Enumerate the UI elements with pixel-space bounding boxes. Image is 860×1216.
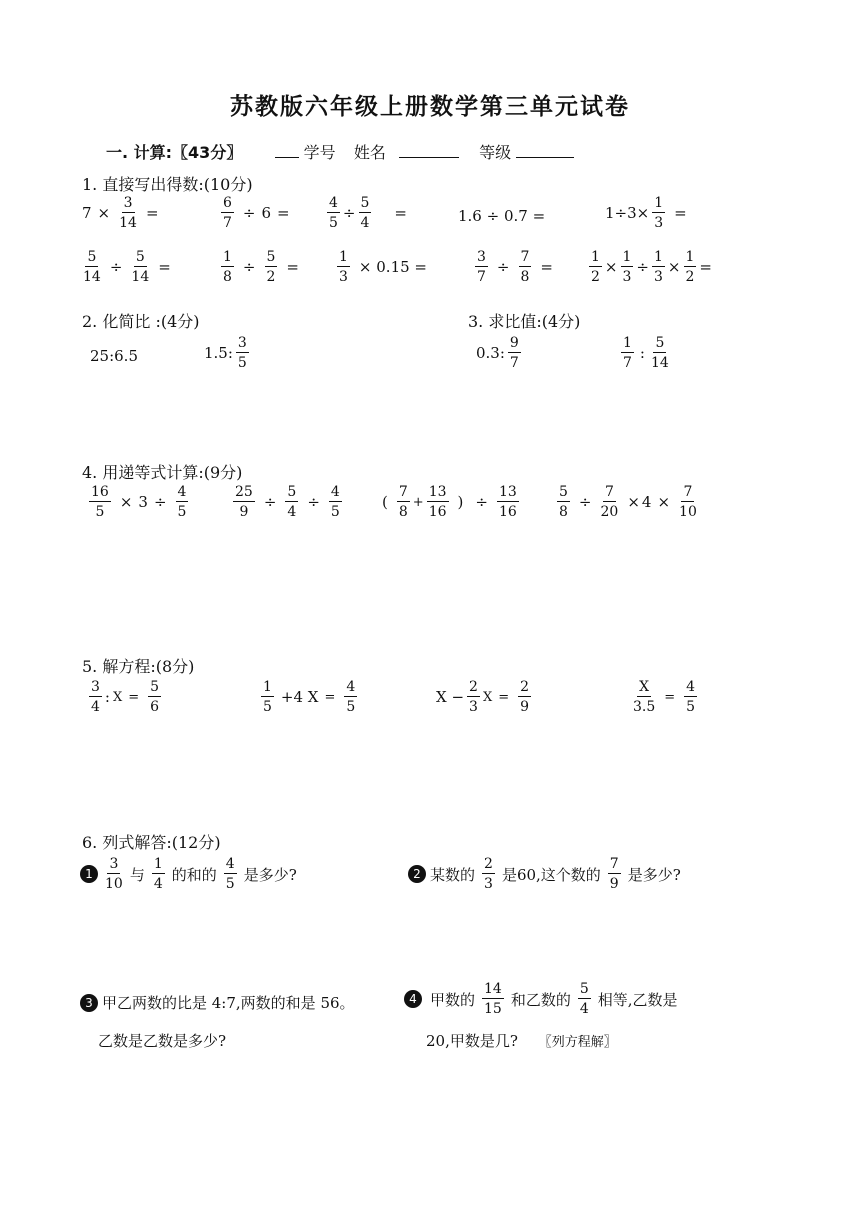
fraction	[285, 485, 298, 519]
denominator: 15	[484, 1001, 502, 1017]
fraction	[601, 485, 619, 519]
number-marker: 3	[80, 994, 98, 1012]
numerator: 5	[87, 249, 97, 265]
section-3-heading: 3. 求比值:(4分)	[468, 312, 581, 331]
section-4-heading: 4. 用递等式计算:(9分)	[82, 463, 243, 482]
fraction	[397, 485, 410, 519]
numerator: 3	[109, 856, 119, 872]
fraction	[482, 857, 495, 891]
numerator: 5	[559, 484, 568, 500]
equals-sign: =	[699, 258, 712, 276]
denominator: 5	[237, 355, 247, 371]
denominator: 5	[686, 699, 696, 715]
denominator: 5	[95, 504, 105, 520]
fraction	[344, 680, 357, 714]
fraction	[148, 680, 161, 714]
numerator: 1	[622, 249, 632, 265]
fraction	[589, 250, 602, 284]
q1-2	[218, 196, 296, 230]
divide-sign: ÷	[342, 204, 356, 222]
denominator: 2	[685, 269, 695, 285]
fraction	[621, 336, 634, 370]
denominator: 5	[329, 215, 338, 231]
exam-header	[106, 140, 574, 163]
fraction	[679, 485, 697, 519]
numerator: 1	[654, 249, 663, 265]
numerator: 14	[484, 981, 502, 997]
equals-sign: =	[158, 258, 171, 276]
q2-2	[204, 336, 252, 370]
fraction	[83, 250, 101, 284]
numerator: 4	[225, 856, 235, 872]
expression-text: 1÷3×	[605, 204, 650, 222]
divide-sign: ÷	[109, 258, 123, 276]
denominator: 5	[346, 699, 356, 715]
denominator: 7	[623, 355, 632, 371]
left-paren: (	[382, 493, 388, 511]
denominator: 9	[520, 699, 530, 715]
number: 3	[138, 493, 148, 511]
equals-sign: =	[145, 204, 159, 222]
number-marker: 2	[408, 865, 426, 883]
numerator: 5	[579, 981, 589, 997]
fraction	[176, 485, 189, 519]
denominator: 3	[484, 876, 493, 892]
numerator: 3	[123, 195, 133, 211]
denominator: 8	[520, 269, 530, 285]
fraction	[508, 336, 521, 370]
q4-3	[376, 485, 522, 519]
expression-text: X −	[436, 688, 465, 706]
equals-sign: =	[664, 689, 676, 705]
fraction	[265, 250, 278, 284]
denominator: 2	[591, 269, 600, 285]
q6-4	[404, 982, 678, 1016]
q1-10	[586, 250, 712, 284]
q6-1	[80, 857, 297, 891]
numerator: 13	[428, 484, 447, 500]
numerator: 5	[135, 249, 145, 265]
numerator: 5	[266, 249, 276, 265]
problem-text: 是多少?	[243, 865, 297, 884]
q1-6	[80, 250, 177, 284]
q6-2	[408, 857, 681, 891]
fraction	[359, 196, 372, 230]
denominator: 14	[119, 215, 137, 231]
denominator: 5	[330, 504, 340, 520]
fraction	[557, 485, 570, 519]
denominator: 10	[105, 876, 123, 892]
name-blank[interactable]	[399, 143, 459, 158]
fraction	[578, 982, 591, 1016]
numerator: 4	[346, 679, 356, 695]
number: 6	[261, 204, 272, 222]
number: 7	[82, 204, 92, 222]
fraction	[652, 250, 665, 284]
denominator: 10	[679, 504, 697, 520]
denominator: 14	[650, 355, 669, 371]
numerator: 5	[150, 679, 160, 695]
equals-sign: =	[394, 204, 407, 222]
fraction	[519, 250, 532, 284]
q4-4	[554, 485, 700, 519]
q6-3-line2: 乙数是乙数是多少?	[98, 1032, 227, 1050]
grade-blank[interactable]	[516, 143, 574, 158]
fraction	[131, 250, 149, 284]
fraction	[152, 857, 165, 891]
section-2-heading: 2. 化简比 :(4分)	[82, 312, 200, 331]
numerator: 5	[360, 195, 370, 211]
number-marker: 4	[404, 990, 422, 1008]
grade-label: 等级	[479, 143, 512, 162]
denominator: 4	[579, 1001, 589, 1017]
q1-1	[82, 196, 165, 230]
denominator: 8	[398, 504, 408, 520]
equals-sign: =	[286, 258, 299, 276]
problem-text: 甲乙两数的比是 4:7,两数的和是 56。	[102, 994, 355, 1012]
number: 4	[641, 493, 652, 511]
times-sign: ×	[119, 493, 133, 511]
times-sign: ×	[97, 204, 111, 222]
denominator: 7	[223, 215, 232, 231]
numerator: 7	[683, 484, 693, 500]
numerator: 3	[477, 249, 486, 265]
numerator: 4	[330, 484, 340, 500]
numerator: 1	[263, 679, 272, 695]
number-marker: 1	[80, 865, 98, 883]
denominator: 3	[469, 699, 478, 715]
numerator: X	[639, 679, 650, 695]
divide-sign: ÷	[242, 204, 256, 222]
numerator: 1	[654, 195, 664, 211]
divide-sign: ÷	[475, 493, 488, 511]
section-1-heading: 1. 直接写出得数:(10分)	[82, 175, 253, 194]
fraction	[327, 196, 340, 230]
problem-text: 20,甲数是几?	[426, 1032, 518, 1050]
problem-text: 是60,这个数的	[501, 865, 601, 884]
divide-sign: ÷	[636, 258, 649, 276]
fraction	[518, 680, 531, 714]
method-note: 〖列方程解〗	[538, 1035, 617, 1050]
problem-text: 与	[129, 865, 145, 884]
fraction	[651, 336, 669, 370]
name-label: 姓名	[353, 143, 386, 162]
fraction	[233, 485, 255, 519]
denominator: 5	[225, 876, 235, 892]
variable-x: X	[112, 689, 123, 705]
denominator: 5	[177, 504, 187, 520]
denominator: 14	[131, 269, 150, 285]
numerator: 7	[520, 249, 530, 265]
divide-sign: ÷	[578, 493, 592, 511]
denominator: 4	[153, 876, 163, 892]
times-sign: ×	[667, 258, 681, 276]
expression-text: × 0.15 =	[358, 258, 427, 276]
numerator: 1	[223, 249, 232, 265]
fraction	[684, 250, 697, 284]
numerator: 4	[177, 484, 187, 500]
numerator: 5	[287, 484, 297, 500]
fraction	[329, 485, 342, 519]
denominator: 7	[509, 355, 519, 371]
page-title: 苏教版六年级上册数学第三单元试卷	[230, 93, 630, 120]
denominator: 5	[263, 699, 272, 715]
q4-1	[86, 485, 191, 519]
denominator: 4	[287, 504, 297, 520]
equals-sign: =	[277, 204, 290, 222]
fraction	[497, 485, 519, 519]
fraction	[337, 250, 350, 284]
denominator: 3	[339, 269, 348, 285]
fraction	[221, 196, 234, 230]
denominator: 9	[609, 876, 619, 892]
q1-4: 1.6 ÷ 0.7 =	[458, 207, 546, 225]
q6-3	[80, 992, 355, 1013]
q2-1: 25:6.5	[90, 347, 138, 365]
times-sign: ×	[604, 258, 618, 276]
q3-2	[618, 336, 672, 370]
denominator: 20	[600, 504, 619, 520]
fraction	[119, 196, 137, 230]
numerator: 2	[484, 856, 493, 872]
q5-1	[86, 680, 164, 714]
denominator: 14	[83, 269, 101, 285]
numerator: 16	[91, 484, 109, 500]
numerator: 1	[623, 335, 632, 351]
fraction	[89, 485, 111, 519]
denominator: 9	[239, 504, 249, 520]
numerator: 9	[509, 335, 519, 351]
numerator: 5	[655, 335, 665, 351]
denominator: 3	[654, 215, 664, 231]
q1-3	[324, 196, 413, 230]
equals-sign: =	[324, 689, 336, 705]
numerator: 25	[235, 484, 253, 500]
problem-text: 和乙数的	[510, 990, 571, 1009]
part-one-heading: 一. 计算:〖43分〗	[106, 143, 243, 162]
q3-1	[476, 336, 524, 370]
colon-sign: :	[639, 344, 645, 362]
problem-text: 甲数的	[430, 990, 476, 1009]
expression-text: 0.3:	[476, 344, 505, 362]
fraction	[652, 196, 665, 230]
numerator: 1	[591, 249, 600, 265]
numerator: 2	[469, 679, 478, 695]
q6-4-line2	[426, 1030, 617, 1051]
numerator: 7	[609, 856, 619, 872]
colon-sign: :	[104, 688, 110, 706]
variable-x: X	[482, 689, 493, 705]
numerator: 3	[237, 335, 247, 351]
q1-7	[218, 250, 305, 284]
expression-text: +4 X	[280, 688, 319, 706]
numerator: 3	[91, 679, 100, 695]
q4-2	[230, 485, 345, 519]
denominator: 3	[654, 269, 663, 285]
numerator: 4	[686, 679, 696, 695]
right-paren: )	[457, 493, 464, 511]
fraction	[633, 680, 655, 714]
fraction	[608, 857, 621, 891]
fraction	[684, 680, 697, 714]
numerator: 13	[498, 484, 517, 500]
divide-sign: ÷	[153, 493, 167, 511]
numerator: 4	[329, 195, 338, 211]
fraction	[482, 982, 504, 1016]
times-sign: ×	[657, 493, 671, 511]
q5-2	[258, 680, 360, 714]
denominator: 8	[223, 269, 232, 285]
class-blank[interactable]	[275, 143, 299, 158]
equals-sign: =	[540, 258, 553, 276]
problem-text: 相等,乙数是	[597, 990, 678, 1009]
plus-sign: +	[412, 494, 424, 510]
q1-5	[605, 196, 693, 230]
fraction	[621, 250, 634, 284]
fraction	[89, 680, 102, 714]
fraction	[467, 680, 480, 714]
divide-sign: ÷	[307, 493, 320, 511]
denominator: 6	[150, 699, 160, 715]
fraction	[261, 680, 274, 714]
fraction	[427, 485, 449, 519]
equals-sign: =	[674, 204, 687, 222]
numerator: 2	[520, 679, 530, 695]
denominator: 16	[498, 504, 517, 520]
numerator: 1	[685, 249, 695, 265]
denominator: 2	[266, 269, 276, 285]
fraction	[221, 250, 234, 284]
numerator: 7	[604, 484, 614, 500]
q1-8	[334, 250, 427, 284]
divide-sign: ÷	[496, 258, 510, 276]
equals-sign: =	[498, 689, 510, 705]
fraction	[105, 857, 123, 891]
numerator: 6	[223, 195, 232, 211]
fraction	[236, 336, 249, 370]
q5-3	[436, 680, 534, 714]
denominator: 4	[91, 699, 100, 715]
problem-text: 某数的	[430, 865, 476, 884]
section-6-heading: 6. 列式解答:(12分)	[82, 833, 221, 852]
denominator: 3	[622, 269, 632, 285]
fraction	[224, 857, 237, 891]
student-no-label: 学号	[303, 143, 336, 162]
problem-text: 的和的	[171, 865, 217, 884]
q5-4	[630, 680, 700, 714]
numerator: 7	[398, 484, 408, 500]
denominator: 4	[360, 215, 370, 231]
expression-text: 1.5:	[204, 344, 233, 362]
q1-9	[472, 250, 559, 284]
problem-text: 是多少?	[627, 865, 681, 884]
denominator: 8	[559, 504, 568, 520]
denominator: 3.5	[633, 699, 656, 715]
numerator: 1	[153, 856, 163, 872]
divide-sign: ÷	[263, 493, 277, 511]
times-sign: ×	[627, 493, 640, 511]
denominator: 7	[477, 269, 486, 285]
numerator: 1	[339, 249, 348, 265]
divide-sign: ÷	[242, 258, 256, 276]
equals-sign: =	[128, 689, 140, 705]
denominator: 16	[428, 504, 447, 520]
fraction	[475, 250, 488, 284]
section-5-heading: 5. 解方程:(8分)	[82, 657, 195, 676]
